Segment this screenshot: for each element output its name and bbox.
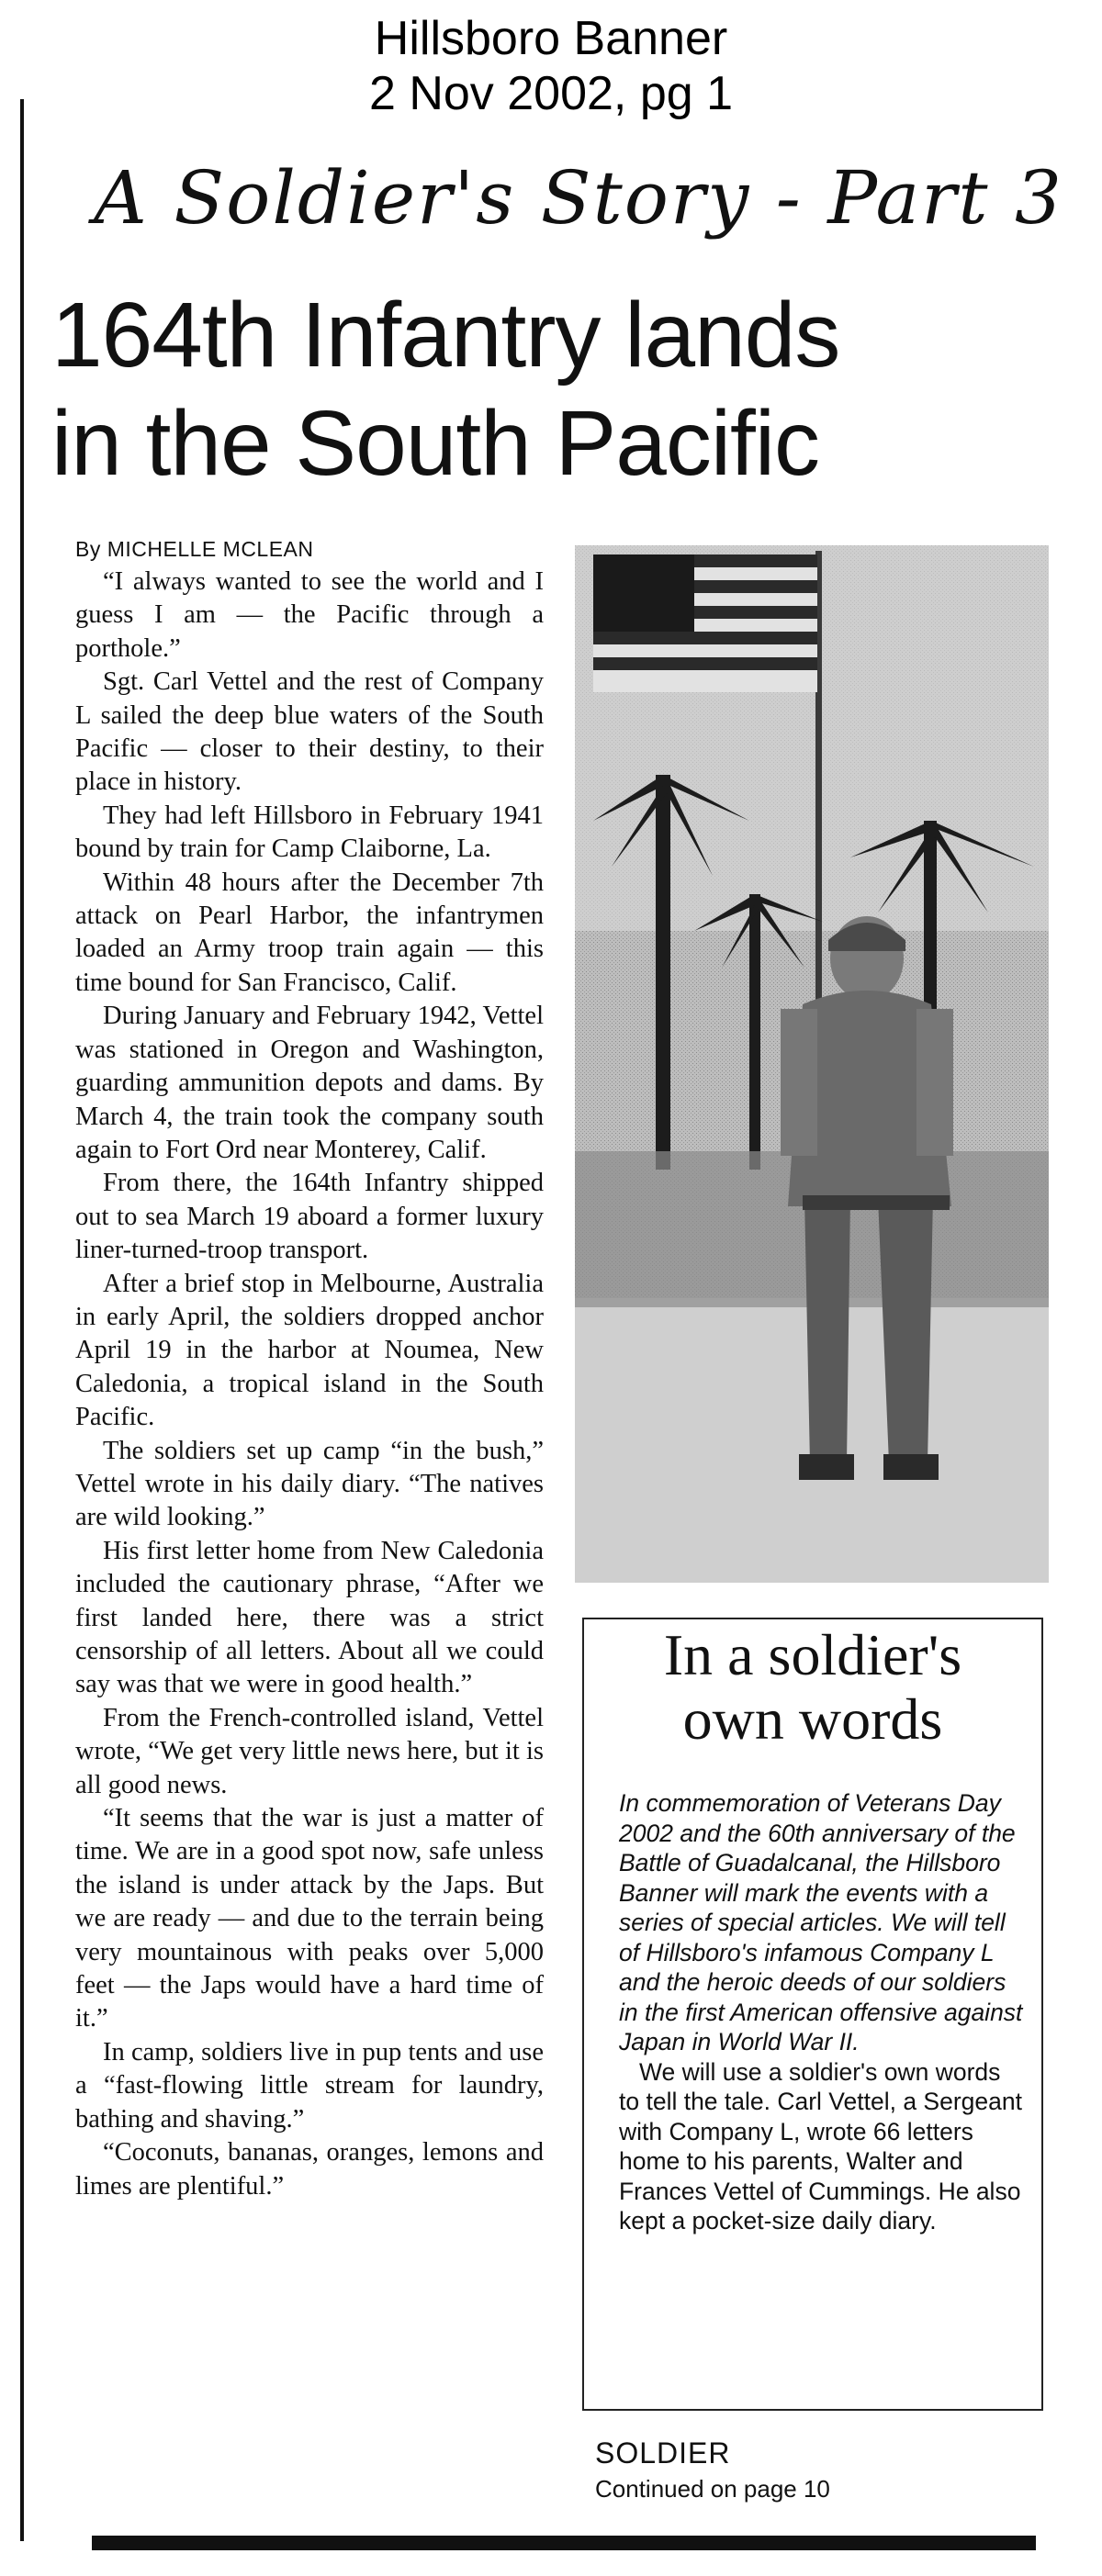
sidebar-intro: In commemoration of Veterans Day 2002 and the 60th anniversary of the Battle of Guadalcanal, the Hillsboro Banner will mark the events with a series of special articles. We will tell of Hillsboro's infamous Company L and the heroic deeds of our soldiers in the first American offensive against Japan in World War II.	[619, 1789, 1023, 2055]
article-paragraph: During January and February 1942, Vettel was stationed in Oregon and Washington, guarding ammunition depots and dams. By March 4, the train took the company south again to Fort Ord near Monterey, Calif.	[75, 1002, 544, 1164]
sidebar-title-line-1: In a soldier's	[663, 1622, 962, 1687]
article-paragraph: “I always wanted to see the world and I guess I am — the Pacific through a porthole.”	[75, 567, 544, 663]
continued-on-page: Continued on page 10	[595, 2475, 830, 2503]
headline-line-2: in the South Pacific	[51, 392, 820, 495]
article-paragraph: From there, the 164th Infantry shipped out to sea March 19 aboard a former luxury liner-turned-troop transport.	[75, 1169, 544, 1265]
article-paragraph: After a brief stop in Melbourne, Australia in early April, the soldiers dropped anchor April 19 in the harbor at Noumea, New Caledonia, a tropical island in the South Pacific.	[75, 1269, 544, 1432]
sidebar-title-line-2: own words	[682, 1686, 943, 1752]
article-body	[75, 566, 544, 2203]
sidebar-title	[584, 1623, 1041, 1752]
sidebar-paragraph: We will use a soldier's own words to tell the tale. Carl Vettel, a Sergeant with Company L, wrote 66 letters home to his parents, Walter and Frances Vettel of Cummings. He also kept a pocket-size daily diary.	[619, 2057, 1022, 2234]
publication-name: Hillsboro Banner	[374, 12, 728, 65]
article-paragraph: “Coconuts, bananas, oranges, lemons and limes are plentiful.”	[75, 2138, 544, 2201]
article-paragraph: In camp, soldiers live in pup tents and use a “fast-flowing little stream for laundry, bathing and shaving.”	[75, 2037, 544, 2134]
jump-label: SOLDIER	[595, 2436, 731, 2470]
sidebar-box	[582, 1618, 1043, 2411]
article-paragraph: “It seems that the war is just a matter of time. We are in a good spot now, safe unless the island is under attack by the Japs. But we are ready — and due to the terrain being very mountainous with peaks over 5,000 feet — the Japs would have a hard time of it.”	[75, 1804, 544, 2033]
sidebar-body	[619, 1788, 1023, 2236]
article-paragraph: His first letter home from New Caledonia included the cautionary phrase, “After we first landed here, there was a strict censorship of all letters. About all we could say was that we were in good health.”	[75, 1536, 544, 1699]
jump-line	[595, 2435, 830, 2506]
left-column-rule	[20, 99, 24, 2541]
article-paragraph: They had left Hillsboro in February 1941 bound by train for Camp Claiborne, La.	[75, 801, 544, 864]
clipping-source	[0, 11, 1102, 121]
byline: By MICHELLE MCLEAN	[75, 537, 314, 561]
headline-line-1: 164th Infantry lands	[51, 284, 840, 386]
article-paragraph: From the French-controlled island, Vettel wrote, “We get very little news here, but it is all good news.	[75, 1703, 544, 1799]
series-title: A Soldier's Story - Part 3	[94, 155, 1063, 241]
article-paragraph: The soldiers set up camp “in the bush,” Vettel wrote in his daily diary. “The natives are wild looking.”	[75, 1436, 544, 1532]
publication-date-page: 2 Nov 2002, pg 1	[368, 67, 734, 120]
article-paragraph: Sgt. Carl Vettel and the rest of Company L sailed the deep blue waters of the South Pacific — closer to their destiny, to their place in history.	[75, 667, 544, 797]
soldier-photo	[575, 545, 1049, 1583]
article-paragraph: Within 48 hours after the December 7th attack on Pearl Harbor, the infantrymen loaded an Army troop train again — this time bound for San Francisco, Calif.	[75, 868, 544, 997]
headline	[51, 281, 1071, 498]
bottom-rule	[92, 2536, 1036, 2550]
